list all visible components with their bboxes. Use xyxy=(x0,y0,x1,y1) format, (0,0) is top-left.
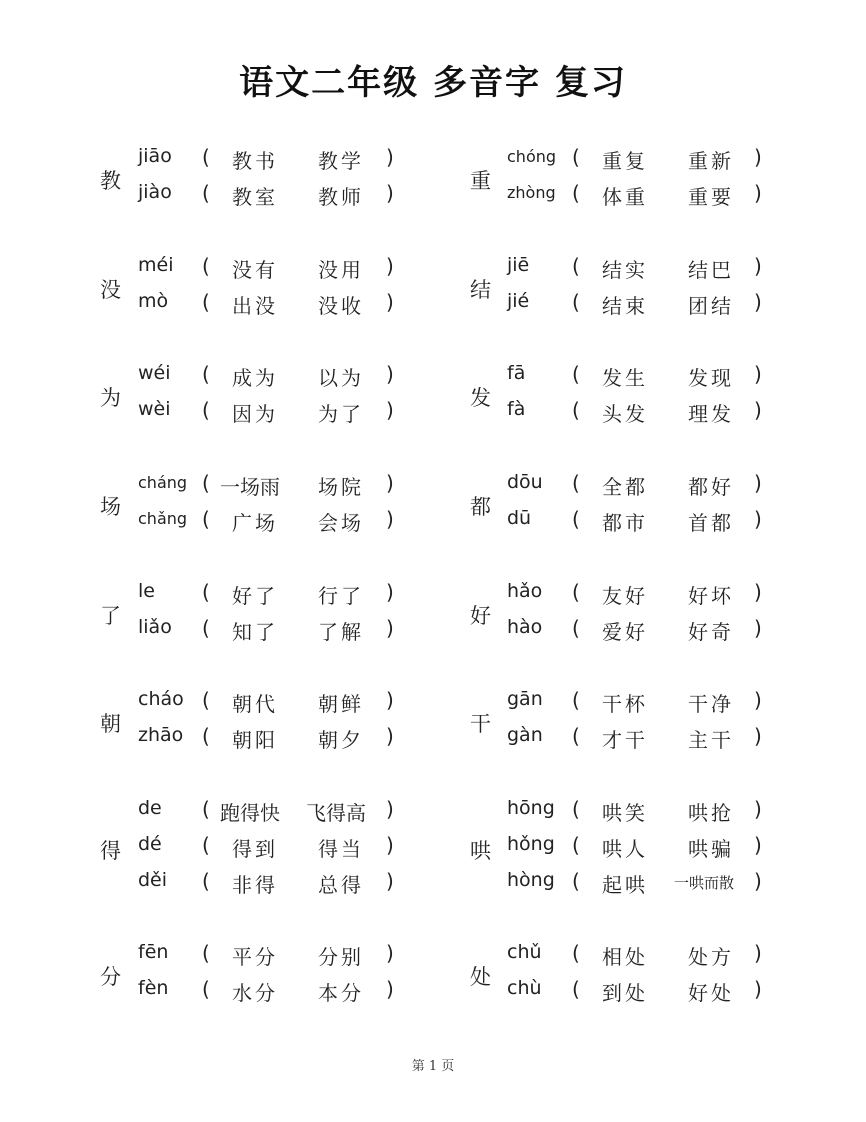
reading-line xyxy=(0,724,866,760)
pinyin-label: hǎo xyxy=(507,580,543,602)
pinyin-label: chù xyxy=(507,977,542,999)
pinyin-label: chǎng xyxy=(138,509,188,528)
close-paren: ) xyxy=(386,797,394,821)
reading-line xyxy=(0,941,866,977)
pinyin-label: hòng xyxy=(507,869,555,891)
open-paren: ( xyxy=(572,833,580,857)
page-number: 第 1 页 xyxy=(411,1059,455,1074)
close-paren: ) xyxy=(386,580,394,604)
reading-line xyxy=(0,362,866,398)
example-word: 理发 xyxy=(688,402,734,426)
close-paren: ) xyxy=(754,977,762,1001)
example-word: 行了 xyxy=(318,584,364,608)
example-word: 好了 xyxy=(232,584,278,608)
pinyin-label: hǒng xyxy=(507,833,555,855)
polyphone-entry xyxy=(0,145,866,217)
open-paren: ( xyxy=(202,616,210,640)
reading-line xyxy=(0,869,866,905)
example-word: 朝代 xyxy=(232,692,278,716)
polyphone-character: 朝 xyxy=(100,712,121,736)
close-paren: ) xyxy=(386,869,394,893)
close-paren: ) xyxy=(386,833,394,857)
open-paren: ( xyxy=(572,507,580,531)
example-word: 结实 xyxy=(602,258,648,282)
reading-line xyxy=(0,580,866,616)
open-paren: ( xyxy=(202,688,210,712)
example-word: 好坏 xyxy=(688,584,734,608)
close-paren: ) xyxy=(754,580,762,604)
pinyin-label: cháo xyxy=(138,688,184,710)
polyphone-entry xyxy=(0,941,866,1013)
example-word: 都市 xyxy=(602,511,648,535)
example-word: 友好 xyxy=(602,584,648,608)
open-paren: ( xyxy=(202,724,210,748)
pinyin-label: le xyxy=(138,580,155,602)
example-word: 场院 xyxy=(318,475,364,499)
pinyin-label: dōu xyxy=(507,471,543,493)
close-paren: ) xyxy=(754,471,762,495)
example-word: 了解 xyxy=(318,620,364,644)
open-paren: ( xyxy=(572,941,580,965)
example-word: 都好 xyxy=(688,475,734,499)
example-word: 没收 xyxy=(318,294,364,318)
close-paren: ) xyxy=(386,724,394,748)
example-word: 会场 xyxy=(318,511,364,535)
pinyin-label: wèi xyxy=(138,398,171,420)
pinyin-label: jiāo xyxy=(138,145,172,167)
close-paren: ) xyxy=(754,507,762,531)
pinyin-label: hào xyxy=(507,616,543,638)
example-word: 结巴 xyxy=(688,258,734,282)
example-word: 得到 xyxy=(232,837,278,861)
close-paren: ) xyxy=(754,869,762,893)
close-paren: ) xyxy=(386,145,394,169)
reading-line xyxy=(0,833,866,869)
polyphone-character: 教 xyxy=(100,169,121,193)
pinyin-label: méi xyxy=(138,254,174,276)
close-paren: ) xyxy=(386,362,394,386)
example-word: 本分 xyxy=(318,981,364,1005)
polyphone-character: 得 xyxy=(100,839,121,863)
example-word: 好处 xyxy=(688,981,734,1005)
polyphone-entry xyxy=(0,797,866,905)
pinyin-label: wéi xyxy=(138,362,171,384)
example-word: 相处 xyxy=(602,945,648,969)
example-word: 首都 xyxy=(688,511,734,535)
example-word: 朝夕 xyxy=(318,728,364,752)
close-paren: ) xyxy=(386,977,394,1001)
close-paren: ) xyxy=(386,616,394,640)
close-paren: ) xyxy=(386,254,394,278)
example-word: 好奇 xyxy=(688,620,734,644)
close-paren: ) xyxy=(754,616,762,640)
reading-line xyxy=(0,181,866,217)
example-word: 出没 xyxy=(232,294,278,318)
example-word: 哄骗 xyxy=(688,837,734,861)
example-word: 才干 xyxy=(602,728,648,752)
close-paren: ) xyxy=(386,941,394,965)
close-paren: ) xyxy=(754,290,762,314)
open-paren: ( xyxy=(202,580,210,604)
reading-line xyxy=(0,616,866,652)
example-word: 全都 xyxy=(602,475,648,499)
example-word: 广场 xyxy=(232,511,278,535)
close-paren: ) xyxy=(754,688,762,712)
open-paren: ( xyxy=(572,797,580,821)
open-paren: ( xyxy=(572,398,580,422)
example-word: 朝阳 xyxy=(232,728,278,752)
polyphone-character: 发 xyxy=(470,386,491,410)
reading-line xyxy=(0,290,866,326)
example-word: 平分 xyxy=(232,945,278,969)
polyphone-character: 为 xyxy=(100,386,121,410)
pinyin-label: chóng xyxy=(507,147,557,166)
open-paren: ( xyxy=(202,362,210,386)
close-paren: ) xyxy=(754,145,762,169)
open-paren: ( xyxy=(202,869,210,893)
example-word: 以为 xyxy=(318,366,364,390)
close-paren: ) xyxy=(386,181,394,205)
polyphone-character: 处 xyxy=(470,965,491,989)
reading-line xyxy=(0,688,866,724)
example-word: 非得 xyxy=(232,873,278,897)
open-paren: ( xyxy=(572,254,580,278)
example-word: 到处 xyxy=(602,981,648,1005)
example-word: 水分 xyxy=(232,981,278,1005)
pinyin-label: dū xyxy=(507,507,532,529)
example-word: 起哄 xyxy=(602,873,648,897)
reading-line xyxy=(0,145,866,181)
close-paren: ) xyxy=(754,941,762,965)
open-paren: ( xyxy=(202,797,210,821)
pinyin-label: gàn xyxy=(507,724,543,746)
pinyin-label: cháng xyxy=(138,473,188,492)
example-word: 一哄而散 xyxy=(674,874,735,892)
example-word: 朝鲜 xyxy=(318,692,364,716)
example-word: 干杯 xyxy=(602,692,648,716)
example-word: 分别 xyxy=(318,945,364,969)
pinyin-label: chǔ xyxy=(507,941,542,963)
example-word: 教师 xyxy=(318,185,364,209)
pinyin-label: fà xyxy=(507,398,526,420)
example-word: 得当 xyxy=(318,837,364,861)
example-word: 主干 xyxy=(688,728,734,752)
reading-line xyxy=(0,977,866,1013)
example-word: 团结 xyxy=(688,294,734,318)
close-paren: ) xyxy=(386,507,394,531)
polyphone-character: 没 xyxy=(100,278,121,302)
open-paren: ( xyxy=(202,507,210,531)
pinyin-label: gān xyxy=(507,688,543,710)
close-paren: ) xyxy=(386,290,394,314)
pinyin-label: hōng xyxy=(507,797,555,819)
example-word: 教书 xyxy=(232,149,278,173)
open-paren: ( xyxy=(202,181,210,205)
open-paren: ( xyxy=(202,941,210,965)
example-word: 跑得快 xyxy=(220,801,280,825)
polyphone-character: 都 xyxy=(470,495,491,519)
polyphone-character: 重 xyxy=(470,169,491,193)
open-paren: ( xyxy=(202,145,210,169)
example-word: 结束 xyxy=(602,294,648,318)
reading-line xyxy=(0,254,866,290)
polyphone-character: 结 xyxy=(470,278,491,302)
polyphone-entry xyxy=(0,580,866,652)
example-word: 总得 xyxy=(318,873,364,897)
reading-line xyxy=(0,398,866,434)
pinyin-label: dé xyxy=(138,833,162,855)
pinyin-label: fēn xyxy=(138,941,169,963)
pinyin-label: děi xyxy=(138,869,168,891)
pinyin-label: zhòng xyxy=(507,183,556,202)
open-paren: ( xyxy=(572,181,580,205)
open-paren: ( xyxy=(572,616,580,640)
open-paren: ( xyxy=(572,290,580,314)
open-paren: ( xyxy=(202,833,210,857)
pinyin-label: zhāo xyxy=(138,724,184,746)
open-paren: ( xyxy=(572,580,580,604)
example-word: 发生 xyxy=(602,366,648,390)
example-word: 教学 xyxy=(318,149,364,173)
open-paren: ( xyxy=(572,471,580,495)
reading-line xyxy=(0,797,866,833)
open-paren: ( xyxy=(202,398,210,422)
polyphone-entry xyxy=(0,471,866,543)
example-word: 爱好 xyxy=(602,620,648,644)
open-paren: ( xyxy=(572,869,580,893)
example-word: 重要 xyxy=(688,185,734,209)
example-word: 一场雨 xyxy=(220,475,280,499)
open-paren: ( xyxy=(572,977,580,1001)
open-paren: ( xyxy=(572,362,580,386)
example-word: 没有 xyxy=(232,258,278,282)
pinyin-label: de xyxy=(138,797,162,819)
reading-line xyxy=(0,507,866,543)
example-word: 为了 xyxy=(318,402,364,426)
pinyin-label: fèn xyxy=(138,977,169,999)
polyphone-character: 场 xyxy=(100,495,121,519)
open-paren: ( xyxy=(572,688,580,712)
polyphone-entry xyxy=(0,362,866,434)
close-paren: ) xyxy=(386,398,394,422)
open-paren: ( xyxy=(572,724,580,748)
polyphone-character: 好 xyxy=(470,604,491,628)
example-word: 重复 xyxy=(602,149,648,173)
pinyin-label: jiào xyxy=(138,181,172,203)
example-word: 哄抢 xyxy=(688,801,734,825)
close-paren: ) xyxy=(386,471,394,495)
open-paren: ( xyxy=(202,290,210,314)
pinyin-label: mò xyxy=(138,290,169,312)
polyphone-character: 哄 xyxy=(470,839,491,863)
close-paren: ) xyxy=(386,688,394,712)
example-word: 成为 xyxy=(232,366,278,390)
open-paren: ( xyxy=(572,145,580,169)
close-paren: ) xyxy=(754,797,762,821)
example-word: 飞得高 xyxy=(306,801,366,825)
pinyin-label: jiē xyxy=(507,254,530,276)
example-word: 干净 xyxy=(688,692,734,716)
example-word: 没用 xyxy=(318,258,364,282)
close-paren: ) xyxy=(754,181,762,205)
polyphone-character: 干 xyxy=(470,712,491,736)
polyphone-character: 了 xyxy=(100,604,121,628)
example-word: 重新 xyxy=(688,149,734,173)
example-word: 发现 xyxy=(688,366,734,390)
polyphone-entry xyxy=(0,254,866,326)
close-paren: ) xyxy=(754,362,762,386)
example-word: 因为 xyxy=(232,402,278,426)
open-paren: ( xyxy=(202,977,210,1001)
pinyin-label: liǎo xyxy=(138,616,172,638)
pinyin-label: fā xyxy=(507,362,526,384)
page-title: 语文二年级 多音字 复习 xyxy=(239,63,627,103)
close-paren: ) xyxy=(754,724,762,748)
open-paren: ( xyxy=(202,254,210,278)
close-paren: ) xyxy=(754,833,762,857)
example-word: 处方 xyxy=(688,945,734,969)
close-paren: ) xyxy=(754,254,762,278)
open-paren: ( xyxy=(202,471,210,495)
example-word: 教室 xyxy=(232,185,278,209)
example-word: 头发 xyxy=(602,402,648,426)
polyphone-character: 分 xyxy=(100,965,121,989)
polyphone-entry xyxy=(0,688,866,760)
example-word: 知了 xyxy=(232,620,278,644)
example-word: 哄笑 xyxy=(602,801,648,825)
reading-line xyxy=(0,471,866,507)
example-word: 体重 xyxy=(602,185,648,209)
close-paren: ) xyxy=(754,398,762,422)
pinyin-label: jié xyxy=(507,290,530,312)
example-word: 哄人 xyxy=(602,837,648,861)
